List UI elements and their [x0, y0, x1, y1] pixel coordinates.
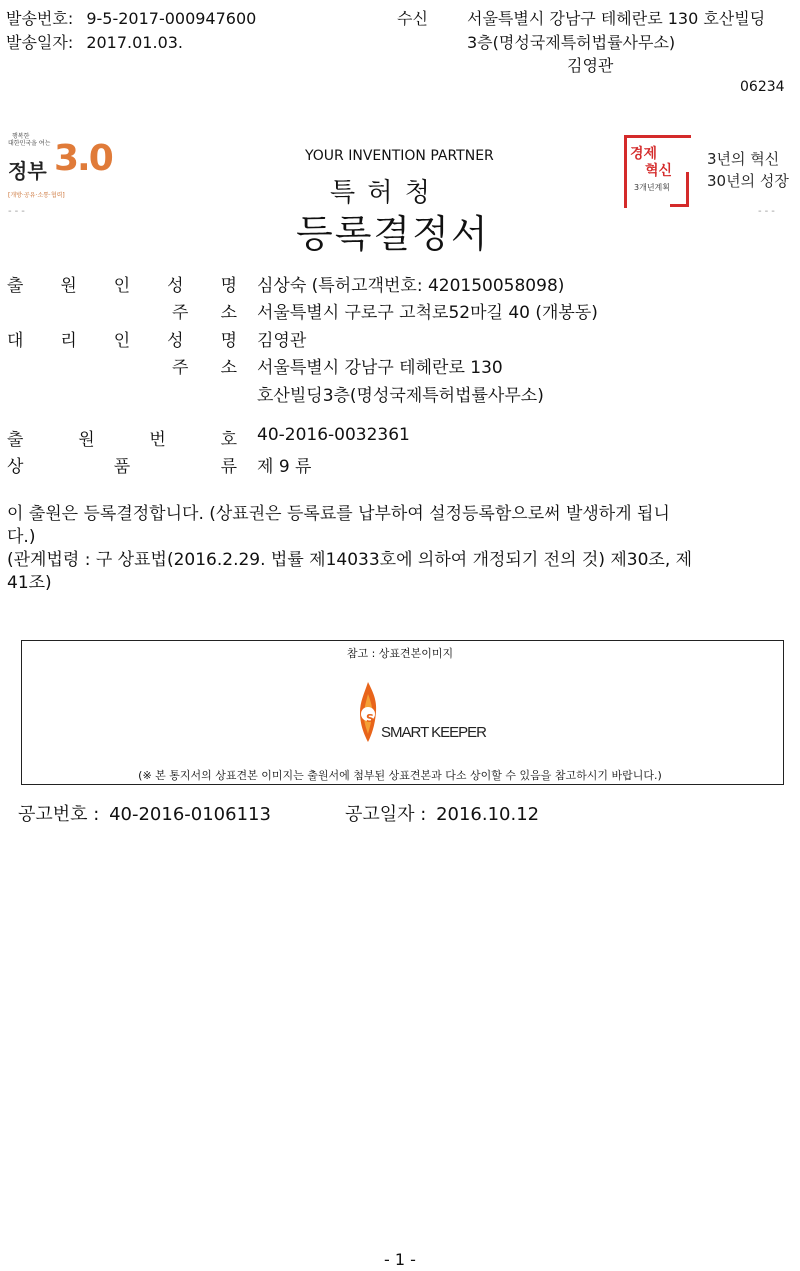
postal-code: 06234	[740, 79, 785, 95]
applicant-name: 심상숙 (특허고객번호: 420150058098)	[257, 276, 565, 296]
agent-address-label: 주 소	[172, 358, 237, 378]
send-number: 9-5-2017-000947600	[86, 9, 257, 28]
eco-slogan-1: 3년의 혁신	[707, 150, 780, 168]
smart-keeper-letter: S	[366, 712, 374, 725]
page-number: - 1 -	[384, 1250, 416, 1269]
decision-text-1: 이 출원은 등록결정합니다. (상표권은 등록료를 납부하여 설정등록함으로써 발생하게 됩니	[7, 504, 670, 524]
three-year-plan: 3개년계획	[634, 183, 671, 192]
application-number: 40-2016-0032361	[257, 425, 410, 445]
goods-class-label: 상 품 류	[7, 457, 237, 477]
publication-date-row	[345, 800, 539, 826]
slogan: YOUR INVENTION PARTNER	[305, 148, 494, 164]
gov30-number: 3.0	[54, 138, 112, 179]
left-divider: ---	[8, 206, 28, 217]
send-number-row	[6, 6, 256, 29]
publication-number-row	[18, 800, 271, 826]
send-date-row	[6, 30, 183, 53]
application-number-label: 출 원 번 호	[7, 430, 237, 450]
reference-title: 참고 : 상표견본이미지	[346, 647, 454, 660]
publication-date-label: 공고일자 :	[345, 804, 427, 825]
recipient-name: 김영관	[567, 56, 614, 75]
applicant-address: 서울특별시 구로구 고척로52마길 40 (개봉동)	[257, 303, 598, 323]
publication-number-label: 공고번호 :	[18, 804, 100, 825]
document-title: 등록결정서	[296, 212, 490, 256]
economy-label: 경제	[630, 146, 658, 162]
right-divider: ---	[758, 206, 778, 217]
gov30-main: 정부	[8, 159, 47, 183]
law-text-1: (관계법령 : 구 상표법(2016.2.29. 법률 제14033호에 의하여 개정되기 전의 것) 제30조, 제	[7, 550, 693, 570]
eco-slogan-2: 30년의 성장	[707, 172, 789, 190]
agent-address-1: 서울특별시 강남구 테헤란로 130	[257, 358, 503, 378]
goods-class: 제 9 류	[257, 457, 312, 477]
decision-text-2: 다.)	[7, 527, 36, 547]
trademark-reference-box	[21, 640, 784, 785]
send-number-label: 발송번호	[6, 9, 68, 28]
gov30-slogan: [개방·공유·소통·협력]	[8, 192, 65, 199]
recipient-label: 수신	[397, 9, 428, 28]
publication-number: 40-2016-0106113	[109, 804, 271, 825]
agent-name: 김영관	[257, 331, 307, 351]
innovation-label: 혁신	[645, 163, 673, 179]
law-text-2: 41조)	[7, 573, 52, 593]
recipient-address-2: 3층(명성국제특허법률사무소)	[467, 33, 676, 52]
publication-date: 2016.10.12	[436, 804, 540, 825]
gov30-logo	[8, 133, 50, 147]
applicant-address-label: 주 소	[172, 303, 237, 323]
send-number-separator: :	[67, 9, 74, 28]
reference-note: (※ 본 통지서의 상표견본 이미지는 출원서에 첨부된 상표견본과 다소 상이할 수 있음을 참고하시기 바랍니다.)	[138, 769, 662, 782]
send-date: 2017.01.03.	[86, 33, 184, 52]
send-date-label: 발송일자	[6, 33, 68, 52]
office-name: 특 허 청	[330, 178, 432, 208]
smart-keeper-wordmark: SMART KEEPER	[381, 724, 486, 741]
gov30-small-1: 행복한	[12, 133, 30, 140]
agent-name-label: 대 리 인 성 명	[7, 331, 237, 351]
economy-innovation-frame-corner	[670, 172, 689, 207]
send-date-separator: :	[67, 33, 74, 52]
gov30-small-2: 대한민국을 여는	[8, 140, 51, 147]
applicant-name-label: 출 원 인 성 명	[7, 276, 237, 296]
agent-address-2: 호산빌딩3층(명성국제특허법률사무소)	[257, 386, 544, 406]
recipient-address-1: 서울특별시 강남구 테헤란로 130 호산빌딩	[467, 9, 766, 28]
